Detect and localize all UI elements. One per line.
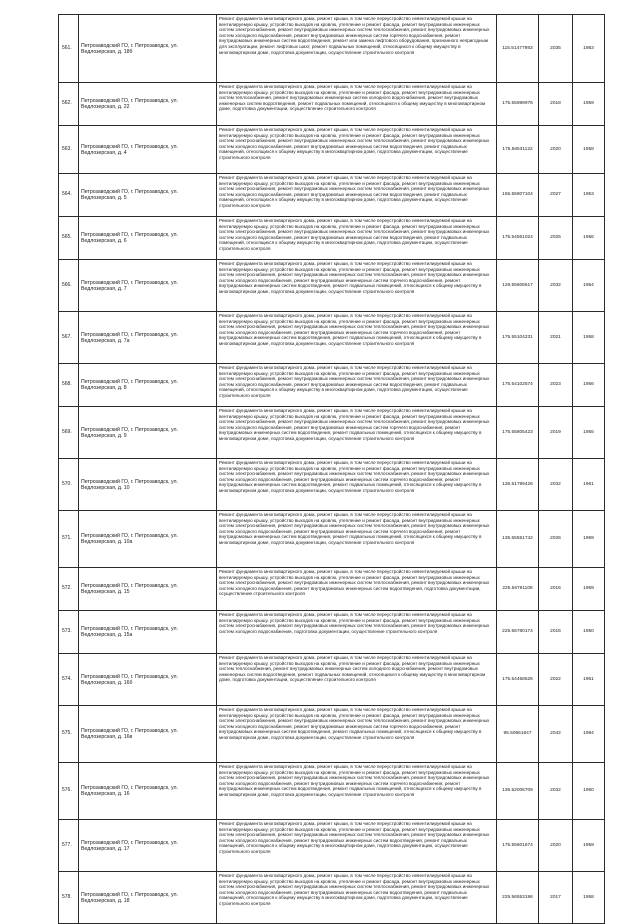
planned-year-cell: 2016	[539, 568, 573, 611]
table-row	[59, 407, 605, 459]
works-description-cell: Ремонт фундамента многоквартирного дома, ремонт крыши, в том числе переустройство невентилируемой крыши на вентилируемую крышу, устройство выходов на кровлю, утепление и ремонт фасада, ремонт внутридомовых инженерных систем электроснабжения, ремонт внутридомовых инженерных систем теплоснабжения, ремонт внутридомовых инженерных систем холодного водоснабжения, ремонт внутридомовых инженерных систем горячего водоснабжения, ремонт внутридомовых инженерных систем водоотведения, ремонт подвальных помещений, относящихся к общему имуществу в многоквартирном доме, подготовка документации, осуществление строительного контроля	[217, 260, 497, 312]
build-year-cell: 1950	[573, 611, 605, 654]
planned-year-cell: 2023	[539, 364, 573, 407]
address-cell: Петрозаводский ГО, г. Петрозаводск, ул. Ведлозерская, д. 7	[79, 260, 217, 312]
build-year-cell: 1956	[573, 364, 605, 407]
build-year-cell: 1959	[573, 83, 605, 126]
address-cell: Петрозаводский ГО, г. Петрозаводск, ул. Ведлозерская, д. 6	[79, 217, 217, 260]
cost-cell: 175.55805423	[497, 407, 539, 459]
table-row	[59, 83, 605, 126]
cost-cell: 135.52006709	[497, 763, 539, 820]
table-row	[59, 312, 605, 364]
address-cell: Петрозаводский ГО, г. Петрозаводск, ул. Ведлозерская, д. 18	[79, 872, 217, 924]
address-cell: Петрозаводский ГО, г. Петрозаводск, ул. Ведлозерская, д. 18б	[79, 15, 217, 83]
table-row	[59, 763, 605, 820]
build-year-cell: 1960	[573, 763, 605, 820]
address-cell: Петрозаводский ГО, г. Петрозаводск, ул. Ведлозерская, д. 4	[79, 126, 217, 174]
build-year-cell: 1954	[573, 260, 605, 312]
planned-year-cell: 2027	[539, 174, 573, 217]
planned-year-cell: 2022	[539, 654, 573, 706]
works-description-cell: Ремонт фундамента многоквартирного дома, ремонт крыши, в том числе переустройство невентилируемой крыши на вентилируемую крышу, устройство выходов на кровлю, утепление и ремонт фасада, ремонт внутридомовых инженерных систем электроснабжения, ремонт внутридомовых инженерных систем теплоснабжения, ремонт внутридомовых инженерных систем холодного водоснабжения, ремонт внутридомовых инженерных систем водоотведения, ремонт подвальных помещений, относящихся к общему имуществу в многоквартирном доме, подготовка документации, осуществление строительного контроля	[217, 872, 497, 924]
planned-year-cell: 2017	[539, 872, 573, 924]
row-number: 576.	[59, 763, 79, 820]
address-cell: Петрозаводский ГО, г. Петрозаводск, ул. Ведлозерская, д. 15а	[79, 611, 217, 654]
address-cell: Петрозаводский ГО, г. Петрозаводск, ул. Ведлозерская, д. 10а	[79, 511, 217, 568]
build-year-cell: 1958	[573, 872, 605, 924]
cost-cell: 225.56780174	[497, 611, 539, 654]
table-row	[59, 654, 605, 706]
build-year-cell: 1983	[573, 15, 605, 83]
build-year-cell: 1969	[573, 511, 605, 568]
repair-program-table	[58, 14, 605, 924]
cost-cell: 175.55104231	[497, 312, 539, 364]
planned-year-cell: 2025	[539, 217, 573, 260]
cost-cell: 135.55551742	[497, 511, 539, 568]
address-cell: Петрозаводский ГО, г. Петрозаводск, ул. Ведлозерская, д. 16б	[79, 654, 217, 706]
table-row	[59, 217, 605, 260]
table-row	[59, 511, 605, 568]
row-number: 573.	[59, 611, 79, 654]
planned-year-cell: 2032	[539, 459, 573, 511]
table-row	[59, 872, 605, 924]
works-description-cell: Ремонт фундамента многоквартирного дома, ремонт крыши, в том числе переустройство невентилируемой крыши на вентилируемую крышу, устройство выходов на кровлю, утепление и ремонт фасада, ремонт внутридомовых инженерных систем электроснабжения, ремонт внутридомовых инженерных систем теплоснабжения, ремонт внутридомовых инженерных систем холодного водоснабжения, ремонт внутридомовых инженерных систем водоотведения, ремонт подвальных помещений, относящихся к общему имуществу в многоквартирном доме, подготовка документации, осуществление строительного контроля	[217, 174, 497, 217]
cost-cell: 115.51477983	[497, 15, 539, 83]
address-cell: Петрозаводский ГО, г. Петрозаводск, ул. Ведлозерская, д. 7а	[79, 312, 217, 364]
address-cell: Петрозаводский ГО, г. Петрозаводск, ул. Ведлозерская, д. 17	[79, 820, 217, 872]
cost-cell: 95.50661847	[497, 706, 539, 763]
works-description-cell: Ремонт фундамента многоквартирного дома, ремонт крыши, в том числе переустройство невентилируемой крыши на вентилируемую крышу, устройство выходов на кровлю, утепление и ремонт фасада, ремонт внутридомовых инженерных систем теплоснабжения, ремонт внутридомовых инженерных систем холодного водоснабжения, ремонт внутридомовых инженерных систем водоотведения, ремонт подвальных помещений, относящихся к общему имуществу в многоквартирном доме, подготовка документации, осуществление строительного контроля	[217, 654, 497, 706]
build-year-cell: 1955	[573, 407, 605, 459]
address-cell: Петрозаводский ГО, г. Петрозаводск, ул. Ведлозерская, д. 15	[79, 568, 217, 611]
row-number: 566.	[59, 260, 79, 312]
build-year-cell: 1958	[573, 312, 605, 364]
row-number: 575.	[59, 706, 79, 763]
planned-year-cell: 2020	[539, 126, 573, 174]
row-number: 562.	[59, 83, 79, 126]
cost-cell: 128.55606617	[497, 260, 539, 312]
table-row	[59, 611, 605, 654]
table-body	[59, 15, 605, 924]
cost-cell: 155.55807104	[497, 174, 539, 217]
works-description-cell: Ремонт фундамента многоквартирного дома, ремонт крыши, в том числе переустройство невентилируемой крыши на вентилируемую крышу, устройство выходов на кровлю, утепление и ремонт фасада, ремонт внутридомовых инженерных систем электроснабжения, ремонт внутридомовых инженерных систем теплоснабжения, ремонт внутридомовых инженерных систем холодного водоснабжения, ремонт внутридомовых инженерных систем водоотведения, подготовка документации, осуществление строительного контроля	[217, 568, 497, 611]
table-row	[59, 706, 605, 763]
works-description-cell: Ремонт фундамента многоквартирного дома, ремонт крыши, в том числе переустройство невентилируемой крыши на вентилируемую крышу, устройство выходов на кровлю, утепление и ремонт фасада, ремонт внутридомовых инженерных систем электроснабжения, ремонт внутридомовых инженерных систем теплоснабжения, ремонт внутридомовых инженерных систем холодного водоснабжения, ремонт внутридомовых инженерных систем горячего водоснабжения, ремонт внутридомовых инженерных систем водоотведения, ремонт подвальных помещений, относящихся к общему имуществу в многоквартирном доме, подготовка документации, осуществление строительного контроля	[217, 706, 497, 763]
cost-cell: 175.55989976	[497, 83, 539, 126]
cost-cell: 225.56781108	[497, 568, 539, 611]
works-description-cell: Ремонт фундамента многоквартирного дома, ремонт крыши, в том числе переустройство невентилируемой крыши на вентилируемую крышу, устройство выходов на кровлю, утепление и ремонт фасада, ремонт внутридомовых инженерных систем электроснабжения, ремонт внутридомовых инженерных систем теплоснабжения, ремонт внутридомовых инженерных систем холодного водоснабжения, ремонт внутридомовых инженерных систем горячего водоснабжения, ремонт внутридомовых инженерных систем водоотведения, ремонт подвальных помещений, относящихся к общему имуществу в многоквартирном доме, подготовка документации, осуществление строительного контроля	[217, 407, 497, 459]
works-description-cell: Ремонт фундамента многоквартирного дома, ремонт крыши, в том числе переустройство невентилируемой крыши на вентилируемую крышу, устройство выходов на кровлю, утепление и ремонт фасада, ремонт внутридомовых инженерных систем электроснабжения, ремонт внутридомовых инженерных систем теплоснабжения, ремонт внутридомовых инженерных систем холодного водоснабжения, ремонт внутридомовых инженерных систем водоотведения, ремонт подвальных помещений, относящихся к общему имуществу в многоквартирном доме, подготовка документации, осуществление строительного контроля	[217, 364, 497, 407]
planned-year-cell: 2042	[539, 706, 573, 763]
works-description-cell: Ремонт фундамента многоквартирного дома, ремонт крыши, в том числе переустройство невентилируемой крыши на вентилируемую крышу, устройство выходов на кровлю, утепление и ремонт фасада, ремонт внутридомовых инженерных систем теплоснабжения, ремонт внутридомовых инженерных систем холодного водоснабжения, ремонт внутридомовых инженерных систем водоотведения, ремонт подвальных помещений, относящихся к общему имуществу в многоквартирном доме, подготовка документации, осуществление строительного контроля	[217, 83, 497, 126]
works-description-cell: Ремонт фундамента многоквартирного дома, ремонт крыши, в том числе переустройство невентилируемой крыши на вентилируемую крышу, устройство выходов на кровлю, утепление и ремонт фасада, ремонт внутридомовых инженерных систем электроснабжения, ремонт внутридомовых инженерных систем теплоснабжения, ремонт внутридомовых инженерных систем холодного водоснабжения, ремонт внутридомовых инженерных систем водоотведения, ремонт подвальных помещений, относящихся к общему имуществу в многоквартирном доме, подготовка документации, осуществление строительного контроля	[217, 217, 497, 260]
build-year-cell: 1959	[573, 568, 605, 611]
address-cell: Петрозаводский ГО, г. Петрозаводск, ул. Ведлозерская, д. 16	[79, 763, 217, 820]
build-year-cell: 1961	[573, 654, 605, 706]
build-year-cell: 1984	[573, 706, 605, 763]
cost-cell: 135.51789426	[497, 459, 539, 511]
row-number: 564.	[59, 174, 79, 217]
cost-cell: 175.55601674	[497, 820, 539, 872]
planned-year-cell: 2035	[539, 15, 573, 83]
works-description-cell: Ремонт фундамента многоквартирного дома, ремонт крыши, в том числе переустройство невентилируемой крыши на вентилируемую крышу, устройство выходов на кровлю, утепление и ремонт фасада, ремонт внутридомовых инженерных систем электроснабжения, ремонт внутридомовых инженерных систем теплоснабжения, ремонт внутридомовых инженерных систем холодного водоснабжения, ремонт внутридомовых инженерных систем горячего водоснабжения, ремонт внутридомовых инженерных систем водоотведения, ремонт подвальных помещений, относящихся к общему имуществу в многоквартирном доме, подготовка документации, осуществление строительного контроля	[217, 763, 497, 820]
address-cell: Петрозаводский ГО, г. Петрозаводск, ул. Ведлозерская, д. 16в	[79, 706, 217, 763]
row-number: 574.	[59, 654, 79, 706]
planned-year-cell: 2019	[539, 407, 573, 459]
planned-year-cell: 2016	[539, 611, 573, 654]
address-cell: Петрозаводский ГО, г. Петрозаводск, ул. Ведлозерская, д. 10	[79, 459, 217, 511]
address-cell: Петрозаводский ГО, г. Петрозаводск, ул. Ведлозерская, д. 22	[79, 83, 217, 126]
table-row	[59, 364, 605, 407]
table-row	[59, 820, 605, 872]
table-row	[59, 260, 605, 312]
row-number: 561.	[59, 15, 79, 83]
table-row	[59, 126, 605, 174]
table-row	[59, 15, 605, 83]
address-cell: Петрозаводский ГО, г. Петрозаводск, ул. Ведлозерская, д. 5	[79, 174, 217, 217]
build-year-cell: 1958	[573, 126, 605, 174]
build-year-cell: 1953	[573, 174, 605, 217]
planned-year-cell: 2032	[539, 763, 573, 820]
address-cell: Петрозаводский ГО, г. Петрозаводск, ул. Ведлозерская, д. 9	[79, 407, 217, 459]
planned-year-cell: 2026	[539, 511, 573, 568]
row-number: 570.	[59, 459, 79, 511]
row-number: 569.	[59, 407, 79, 459]
planned-year-cell: 2020	[539, 820, 573, 872]
table-row	[59, 568, 605, 611]
works-description-cell: Ремонт фундамента многоквартирного дома, ремонт крыши, в том числе переустройство невентилируемой крыши на вентилируемую крышу, устройство выходов на кровлю, утепление и ремонт фасада, ремонт внутридомовых инженерных систем электроснабжения, ремонт внутридомовых инженерных систем теплоснабжения, ремонт внутридомовых инженерных систем холодного водоснабжения, подготовка документации, осуществление строительного контроля	[217, 611, 497, 654]
cost-cell: 175.54561024	[497, 217, 539, 260]
row-number: 572.	[59, 568, 79, 611]
build-year-cell: 1956	[573, 217, 605, 260]
works-description-cell: Ремонт фундамента многоквартирного дома, ремонт крыши, в том числе переустройство невентилируемой крыши на вентилируемую крышу, устройство выходов на кровлю, утепление и ремонт фасада, ремонт внутридомовых инженерных систем электроснабжения, ремонт внутридомовых инженерных систем теплоснабжения, ремонт внутридомовых инженерных систем холодного водоснабжения, ремонт внутридомовых инженерных систем водоотведения, ремонт подвальных помещений, относящихся к общему имуществу в многоквартирном доме, подготовка документации, осуществление строительного контроля	[217, 820, 497, 872]
row-number: 563.	[59, 126, 79, 174]
row-number: 567.	[59, 312, 79, 364]
planned-year-cell: 2032	[539, 260, 573, 312]
row-number: 578.	[59, 872, 79, 924]
works-description-cell: Ремонт фундамента многоквартирного дома, ремонт крыши, в том числе переустройство невентилируемой крыши на вентилируемую крышу, устройство выходов на кровлю, утепление и ремонт фасада, ремонт внутридомовых инженерных систем электроснабжения, ремонт внутридомовых инженерных систем теплоснабжения, ремонт внутридомовых инженерных систем холодного водоснабжения, ремонт внутридомовых инженерных систем горячего водоснабжения, ремонт внутридомовых инженерных систем водоотведения, ремонт подвальных помещений, относящихся к общему имуществу в многоквартирном доме, подготовка документации, осуществление строительного контроля	[217, 312, 497, 364]
works-description-cell: Ремонт фундамента многоквартирного дома, ремонт крыши, в том числе переустройство невентилируемой крыши на вентилируемую крышу, устройство выходов на кровлю, утепление и ремонт фасада, ремонт внутридомовых инженерных систем электроснабжения, ремонт внутридомовых инженерных систем теплоснабжения, ремонт внутридомовых инженерных систем холодного водоснабжения, ремонт внутридомовых инженерных систем горячего водоснабжения, ремонт внутридомовых инженерных систем водоотведения, ремонт подвальных помещений, относящихся к общему имуществу в многоквартирном доме, подготовка документации, осуществление строительного контроля	[217, 459, 497, 511]
cost-cell: 175.54458526	[497, 654, 539, 706]
build-year-cell: 1961	[573, 459, 605, 511]
document-page	[58, 14, 604, 924]
cost-cell: 175.56531122	[497, 126, 539, 174]
table-row	[59, 459, 605, 511]
works-description-cell: Ремонт фундамента многоквартирного дома, ремонт крыши, в том числе переустройство невентилируемой крыши на вентилируемую крышу, устройство выходов на кровлю, утепление и ремонт фасада, ремонт внутридомовых инженерных систем электроснабжения, ремонт внутридомовых инженерных систем теплоснабжения, ремонт внутридомовых инженерных систем холодного водоснабжения, ремонт внутридомовых инженерных систем горячего водоснабжения, ремонт внутридомовых инженерных систем водоотведения, ремонт или замена лифтового оборудования, признанного непригодным для эксплуатации, ремонт лифтовых шахт, ремонт подвальных помещений, относящихся к общему имуществу в многоквартирном доме, подготовка документации, осуществление строительного контроля	[217, 15, 497, 83]
row-number: 565.	[59, 217, 79, 260]
cost-cell: 175.54102574	[497, 364, 539, 407]
address-cell: Петрозаводский ГО, г. Петрозаводск, ул. Ведлозерская, д. 8	[79, 364, 217, 407]
works-description-cell: Ремонт фундамента многоквартирного дома, ремонт крыши, в том числе переустройство невентилируемой крыши на вентилируемую крышу, устройство выходов на кровлю, утепление и ремонт фасада, ремонт внутридомовых инженерных систем электроснабжения, ремонт внутридомовых инженерных систем теплоснабжения, ремонт внутридомовых инженерных систем холодного водоснабжения, ремонт внутридомовых инженерных систем горячего водоснабжения, ремонт внутридомовых инженерных систем водоотведения, ремонт подвальных помещений, относящихся к общему имуществу в многоквартирном доме, подготовка документации, осуществление строительного контроля	[217, 511, 497, 568]
cost-cell: 225.56553196	[497, 872, 539, 924]
table-row	[59, 174, 605, 217]
row-number: 571.	[59, 511, 79, 568]
build-year-cell: 1959	[573, 820, 605, 872]
planned-year-cell: 2021	[539, 312, 573, 364]
row-number: 568.	[59, 364, 79, 407]
works-description-cell: Ремонт фундамента многоквартирного дома, ремонт крыши, в том числе переустройство невентилируемой крыши на вентилируемую крышу, устройство выходов на кровлю, утепление и ремонт фасада, ремонт внутридомовых инженерных систем электроснабжения, ремонт внутридомовых инженерных систем теплоснабжения, ремонт внутридомовых инженерных систем холодного водоснабжения, ремонт внутридомовых инженерных систем водоотведения, ремонт подвальных помещений, относящихся к общему имуществу в многоквартирном доме, подготовка документации, осуществление строительного контроля	[217, 126, 497, 174]
planned-year-cell: 2018	[539, 83, 573, 126]
row-number: 577.	[59, 820, 79, 872]
